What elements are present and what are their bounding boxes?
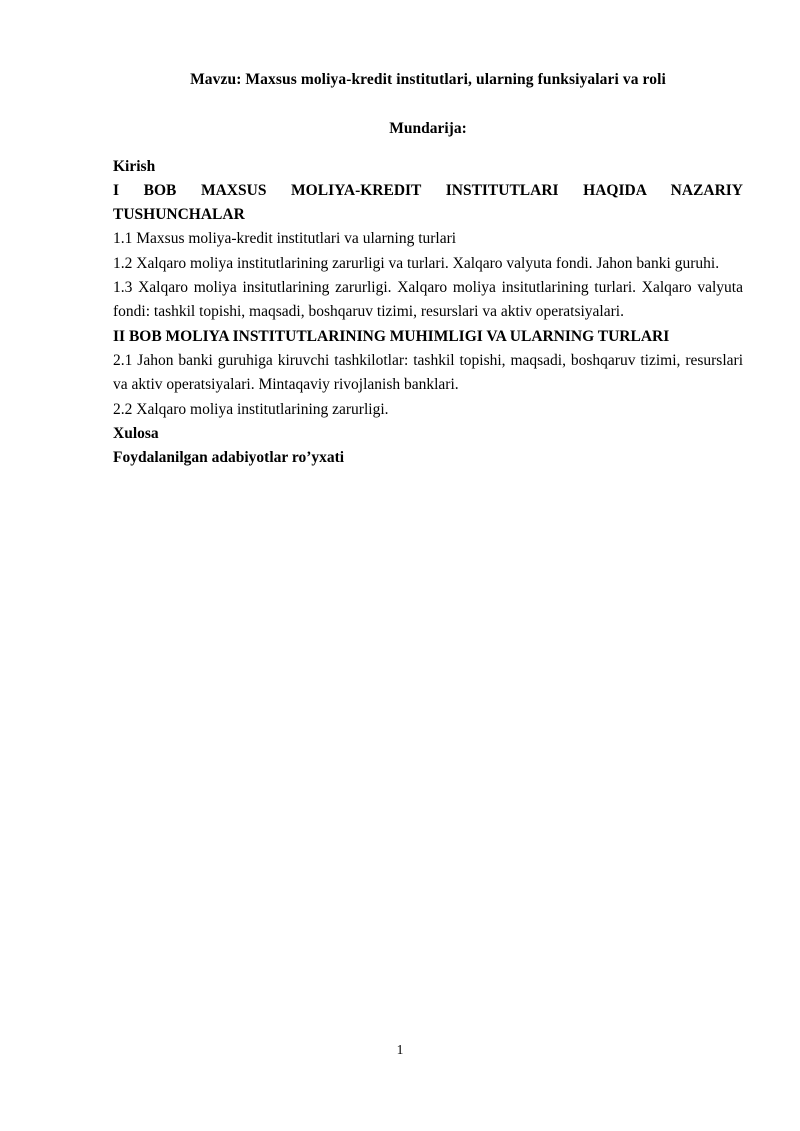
toc-entry-xulosa: Xulosa bbox=[113, 425, 159, 443]
toc-entry-1-3: 1.3 Xalqaro moliya insitutlarining zarurligi. Xalqaro moliya insitutlarining turlari. Xalqaro valyuta fondi: tashkil topishi, maqsadi, boshqaruv tizimi, resurslari va aktiv operatsiyalari. bbox=[113, 279, 743, 321]
toc-entry-kirish: Kirish bbox=[113, 157, 156, 175]
page-content bbox=[113, 68, 743, 471]
toc-entry-chapter-2: II BOB MOLIYA INSTITUTLARINING MUHIMLIGI VA ULARNING TURLARI bbox=[113, 327, 670, 345]
toc-entry-chapter-1: I BOB MAXSUS MOLIYA-KREDIT INSTITUTLARI HAQIDA NAZARIY TUSHUNCHALAR bbox=[113, 181, 743, 224]
toc-entry-1-1: 1.1 Maxsus moliya-kredit institutlari va ularning turlari bbox=[113, 230, 457, 248]
table-of-contents-list bbox=[113, 155, 743, 471]
toc-entry-2-1: 2.1 Jahon banki guruhiga kiruvchi tashkilotlar: tashkil topishi, maqsadi, boshqaruv tizimi, resurslari va aktiv operatsiyalari. Mintaqaviy rivojlanish banklari. bbox=[113, 352, 743, 394]
page-number: 1 bbox=[396, 1042, 404, 1057]
page-title: Mavzu: Maxsus moliya-kredit institutlari, ularning funksiyalari va roli bbox=[190, 71, 666, 88]
table-of-contents-heading: Mundarija: bbox=[389, 120, 467, 138]
toc-entry-bibliography: Foydalanilgan adabiyotlar ro’yxati bbox=[113, 449, 345, 467]
toc-entry-1-2: 1.2 Xalqaro moliya institutlarining zarurligi va turlari. Xalqaro valyuta fondi. Jahon banki guruhi. bbox=[113, 254, 720, 272]
toc-entry-2-2: 2.2 Xalqaro moliya institutlarining zarurligi. bbox=[113, 400, 389, 418]
